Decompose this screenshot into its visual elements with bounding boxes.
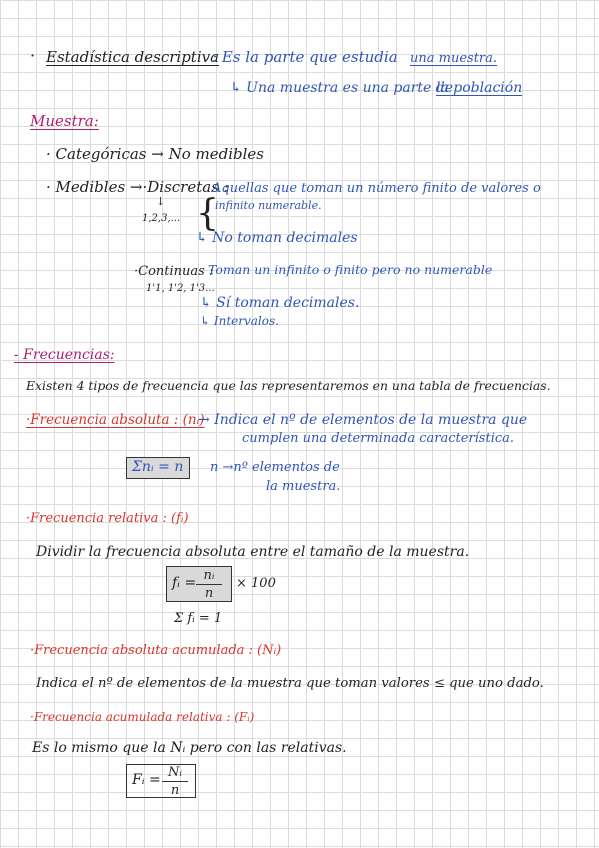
continuas-note-2: ↳ Intervalos. <box>200 314 279 328</box>
discretas-note: ↳ No toman decimales <box>196 230 358 246</box>
absoluta-definition-1: → Indica el nº de elementos de la muestra que <box>198 412 528 428</box>
intro-definition-link: una muestra. <box>410 51 498 66</box>
intro-definition: : Es la parte que estudia <box>212 48 398 66</box>
acumulada-relativa-fraction-denominator: n <box>170 783 180 798</box>
continuas-note-1: ↳ Sí toman decimales. <box>200 295 360 311</box>
acumulada-relativa-title: ·Frecuencia acumulada relativa : (Fᵢ) <box>30 710 255 724</box>
relativa-formula-multiplier: × 100 <box>236 576 276 591</box>
categoricas-line: · Categóricas → No medibles <box>46 145 265 163</box>
frecuencias-intro: Existen 4 tipos de frecuencia que las representaremos en una tabla de frecuencias. <box>26 378 551 393</box>
acumulada-relativa-definition: Es lo mismo que la Nᵢ pero con las relativas. <box>32 740 347 756</box>
relativa-definition: Dividir la frecuencia absoluta entre el tamaño de la muestra. <box>36 544 470 560</box>
acumulada-relativa-formula-lhs: Fᵢ = <box>132 772 161 788</box>
discretas-example: 1,2,3,... <box>142 213 181 224</box>
medibles-line: · Medibles →·Discretas : <box>46 178 229 196</box>
heading-muestra: Muestra: <box>30 112 99 130</box>
relativa-fraction-denominator: n <box>204 586 214 601</box>
continuas-example: 1'1, 1'2, 1'3... <box>146 283 215 294</box>
discretas-bracket: { <box>196 193 219 234</box>
relativa-sum-rule: Σ fᵢ = 1 <box>174 611 223 626</box>
muestra-note-link: la población <box>436 80 523 96</box>
absoluta-formula-note-2: la muestra. <box>266 479 341 494</box>
intro-bullet: · <box>30 46 36 65</box>
heading-frecuencias: - Frecuencias: <box>14 347 115 363</box>
acumulada-relativa-fraction-bar <box>162 781 188 782</box>
muestra-note: ↳ Una muestra es una parte de <box>230 80 454 96</box>
relativa-fraction-numerator: nᵢ <box>203 568 215 583</box>
relativa-title: ·Frecuencia relativa : (fᵢ) <box>26 511 189 526</box>
term-estadistica-descriptiva: Estadística descriptiva <box>46 48 220 66</box>
relativa-formula-lhs: fᵢ = <box>172 575 197 591</box>
absoluta-formula-note-1: n →nº elementos de <box>210 460 340 475</box>
relativa-fraction-bar <box>196 584 222 585</box>
discretas-definition-1: Aquellas que toman un número finito de valores o <box>212 181 541 196</box>
absoluta-acumulada-title: ·Frecuencia absoluta acumulada : (Nᵢ) <box>30 643 282 658</box>
discretas-definition-2: infinito numerable. <box>215 199 322 212</box>
continuas-label: ·Continuas : <box>134 264 214 279</box>
absoluta-formula: Σnᵢ = n <box>132 459 184 475</box>
relativa-fraction <box>196 568 222 601</box>
absoluta-title: ·Frecuencia absoluta : (nᵢ) <box>26 412 205 428</box>
continuas-definition: Toman un infinito o finito pero no numerable <box>208 262 493 277</box>
discretas-down-arrow: ↓ <box>156 195 166 208</box>
absoluta-acumulada-definition: Indica el nº de elementos de la muestra que toman valores ≤ que uno dado. <box>36 676 544 691</box>
absoluta-definition-2: cumplen una determinada característica. <box>242 431 515 446</box>
acumulada-relativa-fraction <box>162 765 188 798</box>
acumulada-relativa-fraction-numerator: Nᵢ <box>168 765 182 780</box>
